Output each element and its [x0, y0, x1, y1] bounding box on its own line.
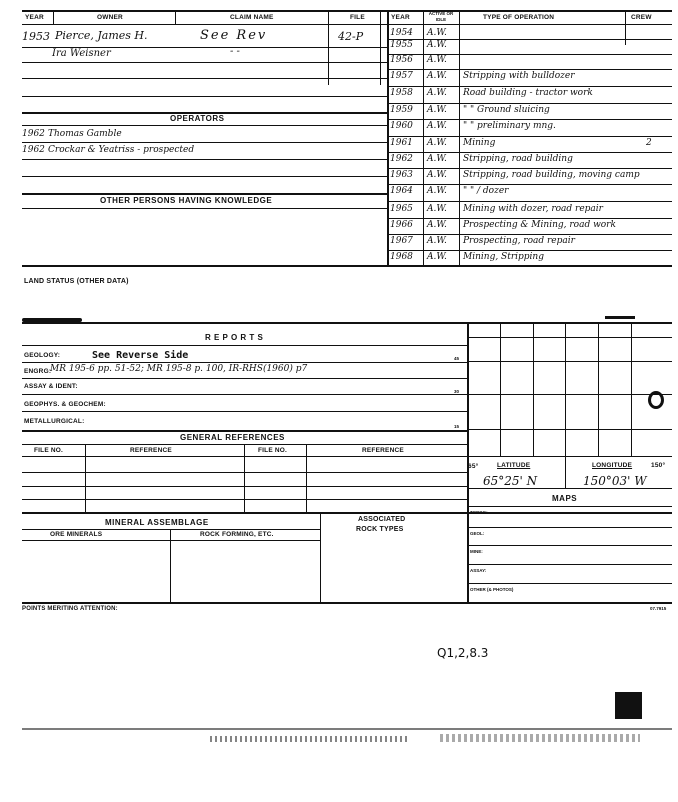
- divider: [459, 10, 460, 265]
- owner-2-name: Ira Weisner: [52, 48, 111, 59]
- latitude-label: LATITUDE: [497, 462, 531, 469]
- operators-label: OPERATORS: [170, 114, 225, 123]
- gr-file-no-2: FILE NO.: [258, 447, 288, 454]
- lon-suffix: 150°: [651, 462, 666, 469]
- operation-crew: 2: [646, 138, 652, 148]
- operation-row-rule: [387, 168, 672, 169]
- grid-divider: [500, 322, 501, 456]
- row-rule: [467, 488, 672, 489]
- grid-divider: [533, 322, 534, 456]
- top-table-bottom: [22, 265, 672, 267]
- operation-year: 1963: [390, 170, 413, 180]
- row-rule: [467, 583, 672, 584]
- row-rule: [22, 125, 387, 126]
- operation-year: 1965: [390, 204, 413, 214]
- operation-status: A.W.: [427, 204, 447, 214]
- divider: [387, 10, 389, 265]
- lat-prefix: 65°: [468, 463, 479, 470]
- owner-1-year: 1953: [22, 30, 50, 43]
- operation-year: 1962: [390, 154, 413, 164]
- gr-file-no: FILE NO.: [34, 447, 64, 454]
- owner-1-claim: See Rev: [200, 28, 268, 43]
- gr-reference-2: REFERENCE: [362, 447, 404, 454]
- operation-year: 1960: [390, 121, 413, 131]
- operation-type: " " / dozer: [463, 186, 509, 196]
- divider: [175, 10, 176, 24]
- maps-topog: TOPOG:: [470, 510, 488, 515]
- operation-status: A.W.: [427, 71, 447, 81]
- scan-noise: [440, 734, 640, 742]
- maps-mine: MINE:: [470, 549, 483, 554]
- operation-year: 1967: [390, 236, 413, 246]
- operation-year: 1968: [390, 252, 413, 262]
- operator-2-year: 1962: [22, 145, 45, 155]
- header-owner: OWNER: [97, 14, 123, 21]
- general-references-title: GENERAL REFERENCES: [180, 433, 285, 442]
- operation-row-rule: [387, 69, 672, 70]
- operation-year: 1958: [390, 88, 413, 98]
- row-rule: [22, 378, 467, 379]
- operation-row-rule: [387, 184, 672, 185]
- grid-divider: [565, 322, 566, 456]
- other-persons-label: OTHER PERSONS HAVING KNOWLEDGE: [100, 196, 273, 205]
- scan-noise-line: [22, 728, 672, 730]
- operation-type: Stripping, road building: [463, 154, 573, 164]
- row-rule: [22, 345, 467, 346]
- grid-divider: [598, 322, 599, 456]
- row-rule: [22, 159, 387, 160]
- row-rule: [22, 411, 467, 412]
- operation-year: 1954: [390, 28, 413, 38]
- row-rule: [467, 456, 672, 457]
- assay-label: ASSAY & IDENT:: [24, 383, 78, 390]
- owner-1-file: 42-P: [338, 30, 364, 43]
- divider: [467, 322, 469, 602]
- operation-status: A.W.: [427, 252, 447, 262]
- operation-row-rule: [387, 86, 672, 87]
- operation-type: Mining: [463, 138, 496, 148]
- operation-type: Prospecting & Mining, road work: [463, 220, 616, 230]
- header-year-2: YEAR: [391, 14, 410, 21]
- longitude-label: LONGITUDE: [592, 462, 633, 469]
- geology-label: GEOLOGY:: [24, 352, 61, 359]
- header-crew: CREW: [631, 14, 652, 21]
- rock-types-label: ROCK TYPES: [356, 526, 404, 533]
- row-rule: [22, 142, 387, 143]
- operation-status: A.W.: [427, 236, 447, 246]
- mineral-rule: [22, 512, 672, 514]
- top-border: [22, 10, 672, 12]
- operation-status: A.W.: [427, 105, 447, 115]
- row-rule: [467, 506, 672, 507]
- engrg-value: MR 195-6 pp. 51-52; MR 195-8 p. 100, IR-RHS(1960) p7: [50, 364, 308, 374]
- row-rule: [22, 78, 387, 79]
- row-rule: [22, 176, 387, 177]
- latitude-value: 65°25' N: [483, 474, 538, 488]
- header-rule: [22, 24, 672, 25]
- operation-type: Mining, Stripping: [463, 252, 544, 262]
- mineral-title: MINERAL ASSEMBLAGE: [105, 518, 209, 527]
- maps-assay: ASSAY:: [470, 568, 487, 573]
- operation-row-rule: [387, 136, 672, 137]
- operation-year: 1964: [390, 186, 413, 196]
- operator-1-year: 1962: [22, 129, 45, 139]
- operation-year: 1959: [390, 105, 413, 115]
- engrg-label: ENGRG:: [24, 368, 52, 375]
- row-rule: [22, 96, 387, 97]
- grid-rule: [467, 394, 672, 395]
- scan-noise: [210, 736, 410, 742]
- operation-row-rule: [387, 201, 672, 202]
- operation-status: A.W.: [427, 186, 447, 196]
- operation-status: A.W.: [427, 220, 447, 230]
- header-file: FILE: [350, 14, 365, 21]
- operation-type: Stripping with bulldozer: [463, 71, 575, 81]
- operation-type: Stripping, road building, moving camp: [463, 170, 640, 180]
- other-persons-rule: [22, 193, 387, 195]
- geophys-label: GEOPHYS. & GEOCHEM:: [24, 401, 106, 408]
- punch-hole-mark: [648, 391, 664, 409]
- operation-row-rule: [387, 103, 672, 104]
- row-rule: [22, 62, 387, 63]
- operation-row-rule: [387, 218, 672, 219]
- row-rule: [22, 208, 387, 209]
- operation-status: A.W.: [427, 55, 447, 65]
- operation-type: " " preliminary mng.: [463, 121, 556, 131]
- operation-status: A.W.: [427, 138, 447, 148]
- operation-status: A.W.: [427, 88, 447, 98]
- operation-row-rule: [387, 119, 672, 120]
- operation-year: 1957: [390, 71, 413, 81]
- operation-type: Prospecting, road repair: [463, 236, 575, 246]
- tick-15: 15: [454, 424, 460, 429]
- operation-type: " " Ground sluicing: [463, 105, 550, 115]
- owner-2-claim: - -: [230, 46, 240, 57]
- operation-row-rule: [387, 250, 672, 251]
- operation-year: 1955: [390, 40, 413, 50]
- grid-rule: [467, 337, 672, 338]
- row-rule: [22, 540, 320, 541]
- land-status-label: LAND STATUS (OTHER DATA): [24, 278, 129, 285]
- operation-row-rule: [387, 152, 672, 153]
- associated-label: ASSOCIATED: [358, 516, 406, 523]
- longitude-value: 150°03' W: [583, 474, 647, 488]
- operation-status: A.W.: [427, 40, 447, 50]
- operation-type: Road building - tractor work: [463, 88, 593, 98]
- reports-title: R E P O R T S: [205, 333, 264, 342]
- operator-1-name: Thomas Gamble: [48, 129, 122, 139]
- geology-value: See Reverse Side: [92, 350, 189, 361]
- reports-top-rule: [22, 322, 672, 324]
- divider: [565, 456, 566, 488]
- points-rule: [22, 602, 672, 604]
- grid-rule: [467, 361, 672, 362]
- header-active-idle: ACTIVE OR IDLE: [428, 11, 454, 22]
- grid-divider: [631, 322, 632, 456]
- divider: [85, 444, 86, 512]
- divider: [423, 10, 424, 265]
- divider: [306, 444, 307, 512]
- operation-year: 1966: [390, 220, 413, 230]
- row-rule: [467, 564, 672, 565]
- divider: [53, 10, 54, 24]
- row-rule: [467, 527, 672, 528]
- maps-geol: GEOL:: [470, 531, 485, 536]
- divider: [320, 512, 321, 602]
- form-number: 07.7915: [650, 606, 667, 611]
- points-meriting-attention-label: POINTS MERITING ATTENTION:: [22, 606, 118, 612]
- tick-30: 30: [454, 389, 460, 394]
- maps-title: MAPS: [552, 494, 578, 503]
- header-year: YEAR: [25, 14, 44, 21]
- general-refs-rule: [22, 430, 467, 432]
- row-rule: [22, 529, 320, 530]
- divider: [244, 444, 245, 512]
- operator-2-name: Crockar & Yeatriss - prospected: [48, 145, 195, 155]
- operation-status: A.W.: [427, 154, 447, 164]
- scan-block: [615, 692, 642, 719]
- scan-mark: [605, 316, 635, 319]
- operation-row-rule: [387, 234, 672, 235]
- operation-status: A.W.: [427, 28, 447, 38]
- maps-other: OTHER (& PHOTOS): [470, 587, 514, 592]
- gr-reference: REFERENCE: [130, 447, 172, 454]
- metallurgical-label: METALLURGICAL:: [24, 418, 85, 425]
- header-type-of-operation: TYPE OF OPERATION: [483, 14, 555, 21]
- operation-year: 1961: [390, 138, 413, 148]
- row-rule: [22, 394, 467, 395]
- operation-year: 1956: [390, 55, 413, 65]
- row-rule: [22, 362, 467, 363]
- operation-status: A.W.: [427, 121, 447, 131]
- ore-minerals-label: ORE MINERALS: [50, 531, 103, 538]
- rock-forming-label: ROCK FORMING, ETC.: [200, 531, 274, 538]
- operation-type: Mining with dozer, road repair: [463, 204, 603, 214]
- operation-status: A.W.: [427, 170, 447, 180]
- row-rule: [467, 545, 672, 546]
- file-code: Q1,2,8.3: [437, 646, 489, 660]
- header-claim-name: CLAIM NAME: [230, 14, 274, 21]
- owner-1-name: Pierce, James H.: [55, 29, 148, 42]
- tick-45: 45: [454, 356, 460, 361]
- grid-rule: [467, 429, 672, 430]
